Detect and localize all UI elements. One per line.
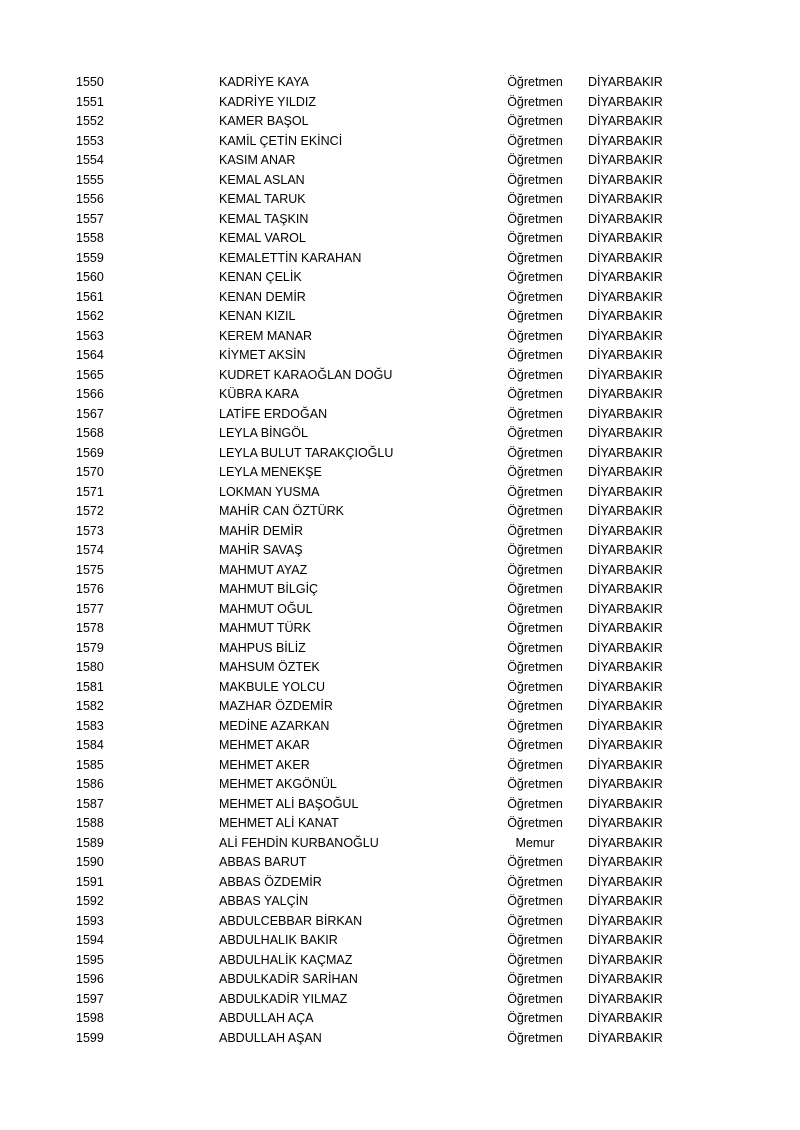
person-title: Öğretmen [507, 406, 563, 421]
row-number: 1580 [76, 660, 104, 674]
person-title: Öğretmen [507, 796, 563, 811]
table-row [0, 268, 800, 288]
person-city: DİYARBAKIR [588, 757, 663, 772]
person-title: Öğretmen [507, 601, 563, 616]
table-row [0, 717, 800, 737]
table-row [0, 483, 800, 503]
table-row [0, 619, 800, 639]
person-name: LOKMAN YUSMA [219, 484, 320, 499]
row-number: 1555 [76, 172, 104, 187]
person-name: MEHMET ALİ BAŞOĞUL [219, 796, 359, 811]
person-title: Öğretmen [507, 816, 563, 830]
table-row [0, 580, 800, 600]
person-name: ABDULLAH AÇA [219, 1011, 314, 1025]
person-title: Öğretmen [507, 621, 563, 635]
person-title: Öğretmen [507, 972, 563, 986]
row-number: 1592 [76, 894, 104, 908]
row-number: 1572 [76, 504, 104, 518]
row-number: 1556 [76, 192, 104, 206]
table-row [0, 892, 800, 912]
person-name: KEMAL ASLAN [219, 172, 305, 187]
table-row [0, 112, 800, 132]
row-number: 1552 [76, 114, 104, 128]
person-title: Öğretmen [507, 718, 563, 733]
person-city: DİYARBAKIR [588, 855, 663, 869]
row-number: 1575 [76, 562, 104, 577]
person-city: DİYARBAKIR [588, 348, 663, 362]
row-number: 1594 [76, 933, 104, 947]
table-row [0, 1009, 800, 1029]
person-title: Öğretmen [507, 933, 563, 947]
table-row [0, 190, 800, 210]
row-number: 1560 [76, 270, 104, 284]
person-name: MAHİR SAVAŞ [219, 543, 303, 557]
person-title: Öğretmen [507, 562, 563, 577]
table-row [0, 229, 800, 249]
person-name: ABDULHALIK BAKIR [219, 933, 338, 947]
person-name: MAHMUT BİLGİÇ [219, 582, 319, 596]
person-title: Öğretmen [507, 738, 563, 752]
table-row [0, 132, 800, 152]
table-row [0, 171, 800, 191]
table-row [0, 756, 800, 776]
person-title: Öğretmen [507, 991, 563, 1006]
person-title: Öğretmen [507, 504, 563, 518]
table-row [0, 93, 800, 113]
person-name: KEREM MANAR [219, 328, 313, 343]
person-title: Öğretmen [507, 777, 563, 791]
row-number: 1565 [76, 367, 104, 382]
person-title: Öğretmen [507, 855, 563, 869]
person-title: Öğretmen [507, 309, 563, 323]
table-row [0, 775, 800, 795]
table-row [0, 346, 800, 366]
person-city: DİYARBAKIR [588, 211, 663, 226]
person-name: KENAN ÇELİK [219, 270, 302, 284]
person-name: ALİ FEHDİN KURBANOĞLU [219, 835, 379, 850]
table-row [0, 639, 800, 659]
row-number: 1578 [76, 621, 104, 635]
person-city: DİYARBAKIR [588, 777, 663, 791]
person-city: DİYARBAKIR [588, 387, 663, 401]
row-number: 1583 [76, 718, 104, 733]
person-city: DİYARBAKIR [588, 738, 663, 752]
person-city: DİYARBAKIR [588, 718, 663, 733]
person-name: KENAN KIZIL [219, 309, 296, 323]
row-number: 1591 [76, 874, 104, 889]
person-name: ABBAS ÖZDEMİR [219, 874, 322, 889]
table-row [0, 873, 800, 893]
person-name: KUDRET KARAOĞLAN DOĞU [219, 367, 393, 382]
person-title: Öğretmen [507, 757, 563, 772]
person-name: KÜBRA KARA [219, 387, 299, 401]
person-name: MAHMUT TÜRK [219, 621, 311, 635]
person-title: Öğretmen [507, 699, 563, 713]
person-title: Öğretmen [507, 387, 563, 401]
person-name: LATİFE ERDOĞAN [219, 406, 328, 421]
row-number: 1577 [76, 601, 104, 616]
person-title: Öğretmen [507, 289, 563, 304]
table-row [0, 288, 800, 308]
person-title: Öğretmen [507, 582, 563, 596]
row-number: 1573 [76, 523, 104, 538]
person-title: Öğretmen [507, 231, 563, 245]
row-number: 1568 [76, 426, 104, 440]
row-number: 1564 [76, 348, 104, 362]
row-number: 1589 [76, 835, 104, 850]
person-city: DİYARBAKIR [588, 484, 663, 499]
person-name: MAHSUM ÖZTEK [219, 660, 320, 674]
table-row [0, 444, 800, 464]
person-city: DİYARBAKIR [588, 406, 663, 421]
person-city: DİYARBAKIR [588, 874, 663, 889]
person-city: DİYARBAKIR [588, 367, 663, 382]
table-row [0, 600, 800, 620]
person-name: MEHMET AKAR [219, 738, 310, 752]
person-name: KEMALETTİN KARAHAN [219, 250, 362, 265]
person-name: ABDULCEBBAR BİRKAN [219, 913, 363, 928]
person-city: DİYARBAKIR [588, 1030, 663, 1045]
person-title: Öğretmen [507, 913, 563, 928]
person-name: KEMAL TARUK [219, 192, 306, 206]
person-title: Öğretmen [507, 153, 563, 167]
table-row [0, 249, 800, 269]
row-number: 1558 [76, 231, 104, 245]
person-title: Öğretmen [507, 484, 563, 499]
person-title: Öğretmen [507, 679, 563, 694]
person-title: Öğretmen [507, 348, 563, 362]
person-city: DİYARBAKIR [588, 933, 663, 947]
row-number: 1566 [76, 387, 104, 401]
person-title: Öğretmen [507, 172, 563, 187]
person-name: MEHMET AKER [219, 757, 310, 772]
table-row [0, 658, 800, 678]
person-name: MAHİR DEMİR [219, 523, 304, 538]
person-title: Öğretmen [507, 952, 563, 967]
row-number: 1587 [76, 796, 104, 811]
person-title: Öğretmen [507, 75, 563, 89]
person-city: DİYARBAKIR [588, 543, 663, 557]
person-city: DİYARBAKIR [588, 133, 663, 148]
person-name: MAHMUT OĞUL [219, 601, 313, 616]
table-row [0, 561, 800, 581]
row-number: 1559 [76, 250, 104, 265]
row-number: 1562 [76, 309, 104, 323]
table-row [0, 834, 800, 854]
row-number: 1582 [76, 699, 104, 713]
person-city: DİYARBAKIR [588, 952, 663, 967]
person-city: DİYARBAKIR [588, 582, 663, 596]
table-row [0, 697, 800, 717]
person-city: DİYARBAKIR [588, 796, 663, 811]
row-number: 1574 [76, 543, 104, 557]
personnel-list [0, 73, 800, 1048]
person-title: Öğretmen [507, 328, 563, 343]
person-city: DİYARBAKIR [588, 94, 663, 109]
person-name: LEYLA BULUT TARAKÇIOĞLU [219, 445, 394, 460]
person-city: DİYARBAKIR [588, 913, 663, 928]
person-name: KAMİL ÇETİN EKİNCİ [219, 133, 343, 148]
person-city: DİYARBAKIR [588, 172, 663, 187]
row-number: 1596 [76, 972, 104, 986]
row-number: 1561 [76, 289, 104, 304]
table-row [0, 463, 800, 483]
person-city: DİYARBAKIR [588, 328, 663, 343]
person-title: Öğretmen [507, 660, 563, 674]
person-city: DİYARBAKIR [588, 114, 663, 128]
person-city: DİYARBAKIR [588, 894, 663, 908]
person-name: KİYMET AKSİN [219, 348, 306, 362]
person-title: Öğretmen [507, 250, 563, 265]
table-row [0, 931, 800, 951]
person-title: Öğretmen [507, 192, 563, 206]
row-number: 1595 [76, 952, 104, 967]
person-title: Öğretmen [507, 1030, 563, 1045]
person-name: KADRİYE KAYA [219, 75, 309, 89]
row-number: 1597 [76, 991, 104, 1006]
person-city: DİYARBAKIR [588, 621, 663, 635]
row-number: 1576 [76, 582, 104, 596]
row-number: 1571 [76, 484, 104, 499]
person-name: MAHMUT AYAZ [219, 562, 308, 577]
table-row [0, 307, 800, 327]
table-row [0, 366, 800, 386]
row-number: 1550 [76, 75, 104, 89]
person-name: MEHMET ALİ KANAT [219, 816, 339, 830]
table-row [0, 522, 800, 542]
person-city: DİYARBAKIR [588, 991, 663, 1006]
person-title: Öğretmen [507, 874, 563, 889]
person-title: Öğretmen [507, 367, 563, 382]
person-name: ABDULKADİR YILMAZ [219, 991, 348, 1006]
person-name: MAKBULE YOLCU [219, 679, 326, 694]
person-city: DİYARBAKIR [588, 445, 663, 460]
row-number: 1599 [76, 1030, 104, 1045]
table-row [0, 853, 800, 873]
person-name: KENAN DEMİR [219, 289, 306, 304]
row-number: 1581 [76, 679, 104, 694]
row-number: 1590 [76, 855, 104, 869]
person-city: DİYARBAKIR [588, 523, 663, 538]
table-row [0, 736, 800, 756]
person-city: DİYARBAKIR [588, 660, 663, 674]
person-name: KEMAL TAŞKIN [219, 211, 309, 226]
person-city: DİYARBAKIR [588, 231, 663, 245]
person-city: DİYARBAKIR [588, 75, 663, 89]
table-row [0, 678, 800, 698]
person-name: ABDULLAH AŞAN [219, 1030, 322, 1045]
person-city: DİYARBAKIR [588, 309, 663, 323]
person-title: Öğretmen [507, 1011, 563, 1025]
person-city: DİYARBAKIR [588, 465, 663, 479]
row-number: 1586 [76, 777, 104, 791]
table-row [0, 990, 800, 1010]
row-number: 1598 [76, 1011, 104, 1025]
person-title: Öğretmen [507, 94, 563, 109]
person-city: DİYARBAKIR [588, 153, 663, 167]
table-row [0, 151, 800, 171]
person-city: DİYARBAKIR [588, 816, 663, 830]
person-name: LEYLA BİNGÖL [219, 426, 308, 440]
person-city: DİYARBAKIR [588, 972, 663, 986]
table-row [0, 502, 800, 522]
row-number: 1593 [76, 913, 104, 928]
person-title: Öğretmen [507, 114, 563, 128]
person-city: DİYARBAKIR [588, 192, 663, 206]
person-title: Öğretmen [507, 211, 563, 226]
row-number: 1557 [76, 211, 104, 226]
table-row [0, 795, 800, 815]
person-name: KEMAL VAROL [219, 231, 306, 245]
person-name: MAHİR CAN ÖZTÜRK [219, 504, 344, 518]
person-name: ABDULKADİR SARİHAN [219, 972, 358, 986]
row-number: 1553 [76, 133, 104, 148]
person-city: DİYARBAKIR [588, 679, 663, 694]
row-number: 1563 [76, 328, 104, 343]
person-name: MEHMET AKGÖNÜL [219, 777, 337, 791]
person-city: DİYARBAKIR [588, 562, 663, 577]
row-number: 1570 [76, 465, 104, 479]
person-city: DİYARBAKIR [588, 835, 663, 850]
table-row [0, 912, 800, 932]
person-title: Öğretmen [507, 445, 563, 460]
table-row [0, 73, 800, 93]
person-title: Öğretmen [507, 465, 563, 479]
table-row [0, 424, 800, 444]
table-row [0, 327, 800, 347]
person-title: Öğretmen [507, 640, 563, 655]
row-number: 1567 [76, 406, 104, 421]
row-number: 1579 [76, 640, 104, 655]
row-number: 1554 [76, 153, 104, 167]
person-name: MEDİNE AZARKAN [219, 718, 330, 733]
row-number: 1585 [76, 757, 104, 772]
table-row [0, 541, 800, 561]
person-name: KADRİYE YILDIZ [219, 94, 317, 109]
table-row [0, 210, 800, 230]
table-row [0, 951, 800, 971]
person-name: MAZHAR ÖZDEMİR [219, 699, 333, 713]
person-title: Memur [515, 835, 555, 850]
person-name: LEYLA MENEKŞE [219, 465, 322, 479]
row-number: 1569 [76, 445, 104, 460]
person-city: DİYARBAKIR [588, 289, 663, 304]
person-name: KAMER BAŞOL [219, 114, 309, 128]
person-city: DİYARBAKIR [588, 504, 663, 518]
person-name: ABBAS YALÇİN [219, 894, 309, 908]
row-number: 1588 [76, 816, 104, 830]
person-title: Öğretmen [507, 543, 563, 557]
person-name: MAHPUS BİLİZ [219, 640, 306, 655]
row-number: 1551 [76, 94, 104, 109]
person-city: DİYARBAKIR [588, 250, 663, 265]
person-name: ABBAS BARUT [219, 855, 307, 869]
person-title: Öğretmen [507, 894, 563, 908]
table-row [0, 814, 800, 834]
person-city: DİYARBAKIR [588, 426, 663, 440]
person-city: DİYARBAKIR [588, 270, 663, 284]
row-number: 1584 [76, 738, 104, 752]
person-city: DİYARBAKIR [588, 601, 663, 616]
person-city: DİYARBAKIR [588, 640, 663, 655]
person-name: ABDULHALİK KAÇMAZ [219, 952, 353, 967]
person-title: Öğretmen [507, 426, 563, 440]
table-row [0, 970, 800, 990]
person-city: DİYARBAKIR [588, 699, 663, 713]
person-title: Öğretmen [507, 133, 563, 148]
person-title: Öğretmen [507, 523, 563, 538]
person-title: Öğretmen [507, 270, 563, 284]
table-row [0, 385, 800, 405]
table-row [0, 1029, 800, 1049]
person-city: DİYARBAKIR [588, 1011, 663, 1025]
table-row [0, 405, 800, 425]
person-name: KASIM ANAR [219, 153, 296, 167]
